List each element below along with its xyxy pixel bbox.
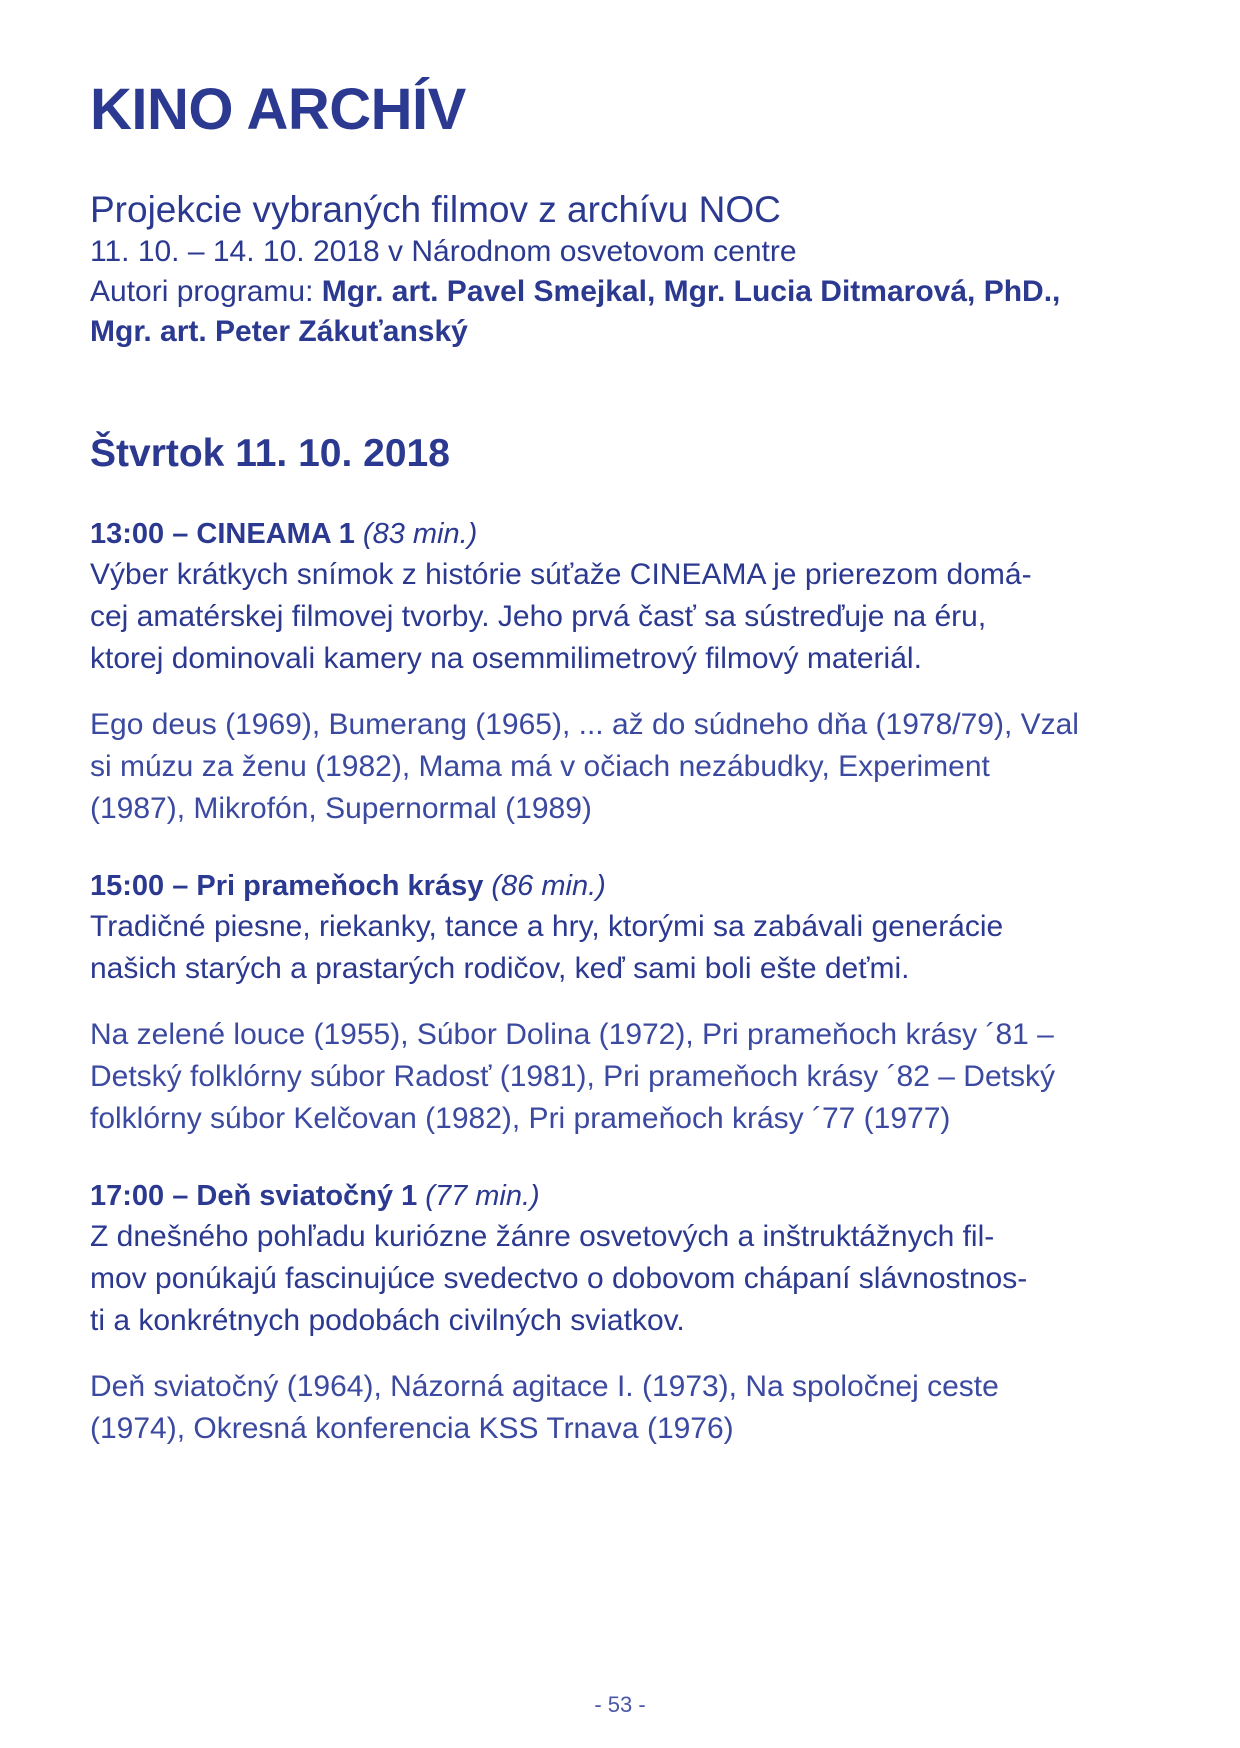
page-subtitle: Projekcie vybraných filmov z archívu NOC: [90, 189, 781, 230]
event-duration: (77 min.): [425, 1180, 540, 1212]
event-film-line: si múzu za ženu (1982), Mama má v očiach nezábudky, Experiment: [90, 750, 990, 783]
event-time-title: 15:00 – Pri prameňoch krásy: [90, 870, 484, 902]
date-place: 11. 10. – 14. 10. 2018 v Národnom osvetovom centre: [90, 235, 797, 268]
event-film-line: (1987), Mikrofón, Supernormal (1989): [90, 792, 592, 825]
event-film-line: Ego deus (1969), Bumerang (1965), ... až do súdneho dňa (1978/79), Vzal: [90, 708, 1079, 741]
event-film-line: Na zelené louce (1955), Súbor Dolina (1972), Pri prameňoch krásy ´81 –: [90, 1018, 1054, 1051]
page-number: - 53 -: [594, 1692, 646, 1717]
event-duration: (86 min.): [491, 870, 606, 902]
event-heading: [90, 1176, 1170, 1216]
event-description: [90, 1216, 1170, 1342]
event-description-line: ktorej dominovali kamery na osemmilimetrový filmový materiál.: [90, 642, 922, 675]
event-duration: (83 min.): [362, 518, 478, 550]
event-film-list: [90, 704, 1170, 830]
document-page: [90, 70, 1170, 1450]
event-block: [90, 1176, 1170, 1450]
event-description: [90, 906, 1170, 990]
event-film-line: (1974), Okresná konferencia KSS Trnava (1976): [90, 1412, 734, 1445]
event-description-line: ti a konkrétnych podobách civilných sviatkov.: [90, 1304, 685, 1337]
event-description-line: našich starých a prastarých rodičov, keď sami boli ešte deťmi.: [90, 952, 910, 985]
event-description-line: Výber krátkych snímok z histórie súťaže CINEAMA je prierezom domá-: [90, 558, 1032, 591]
event-description-line: cej amatérskej filmovej tvorby. Jeho prvá časť sa sústreďuje na éru,: [90, 600, 987, 633]
event-film-line: Detský folklórny súbor Radosť (1981), Pri prameňoch krásy ´82 – Detský: [90, 1060, 1055, 1093]
authors-names-1: Mgr. art. Pavel Smejkal, Mgr. Lucia Ditmarová, PhD.,: [321, 275, 1061, 308]
event-block: [90, 866, 1170, 1140]
event-time-title: 13:00 – CINEAMA 1: [90, 518, 355, 550]
authors-label: Autori programu:: [90, 275, 322, 308]
event-film-line: folklórny súbor Kelčovan (1982), Pri prameňoch krásy ´77 (1977): [90, 1102, 951, 1135]
event-heading: [90, 514, 1170, 554]
authors-line: [90, 272, 1170, 312]
event-description-line: mov ponúkajú fascinujúce svedectvo o dobovom chápaní slávnostnos-: [90, 1262, 1028, 1295]
day-heading: Štvrtok 11. 10. 2018: [90, 432, 450, 475]
event-time-title: 17:00 – Deň sviatočný 1: [90, 1180, 418, 1212]
event-heading: [90, 866, 1170, 906]
event-film-list: [90, 1366, 1170, 1450]
event-block: [90, 514, 1170, 830]
event-description-line: Tradičné piesne, riekanky, tance a hry, ktorými sa zabávali generácie: [90, 910, 1004, 943]
event-film-line: Deň sviatočný (1964), Názorná agitace I. (1973), Na spoločnej ceste: [90, 1370, 999, 1403]
event-film-list: [90, 1014, 1170, 1140]
authors-names-2: Mgr. art. Peter Zákuťanský: [90, 315, 468, 348]
page-title: KINO ARCHÍV: [90, 77, 466, 142]
event-description: [90, 554, 1170, 680]
event-description-line: Z dnešného pohľadu kuriózne žánre osvetových a inštruktážnych fil-: [90, 1220, 995, 1253]
authors-line-2: [90, 312, 1170, 352]
